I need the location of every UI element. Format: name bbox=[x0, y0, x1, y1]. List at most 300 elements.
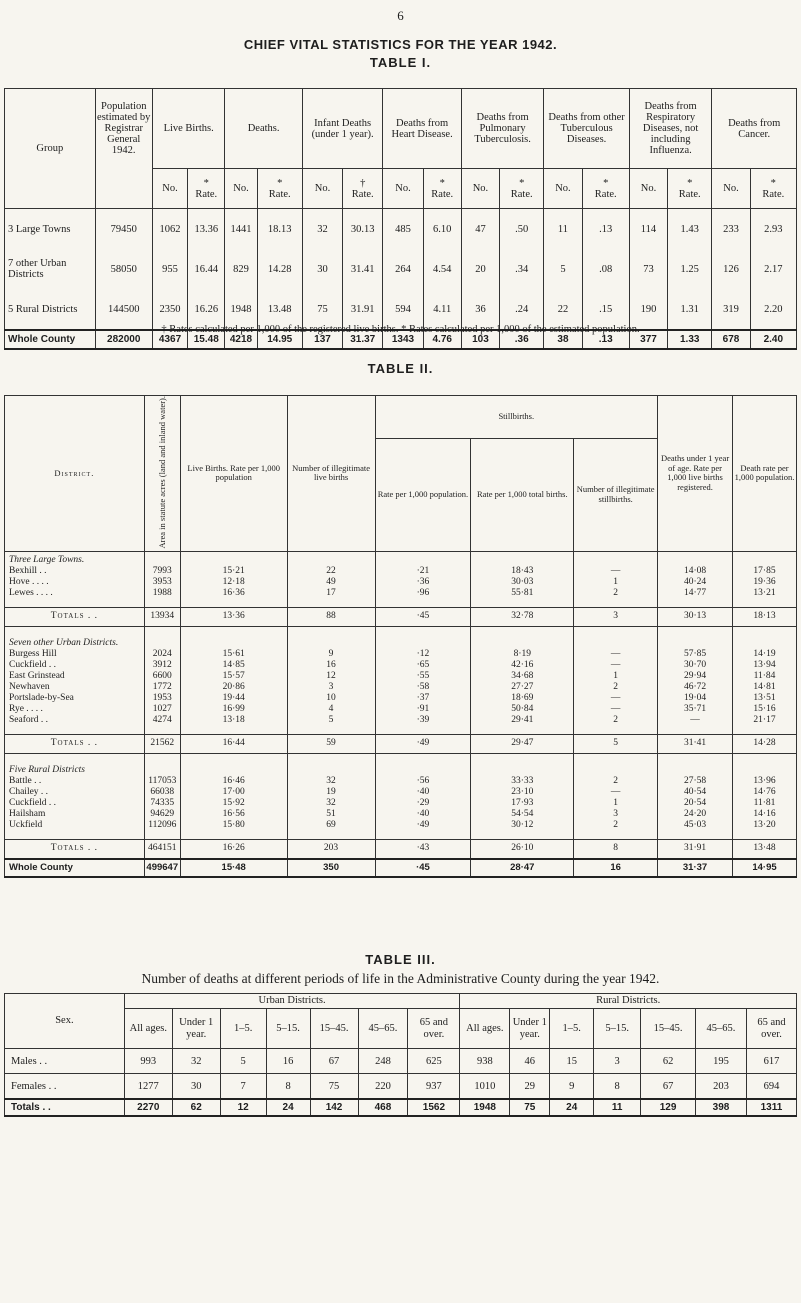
cell: 14.95 bbox=[257, 330, 302, 349]
col-area: Area in statute acres (land and inland water). bbox=[144, 396, 180, 552]
empty-cell bbox=[144, 551, 180, 566]
empty-cell bbox=[180, 635, 287, 649]
spacer-cell bbox=[375, 599, 471, 608]
cell: 12·18 bbox=[180, 577, 287, 588]
col-sb-rate-births: Rate per 1,000 total births. bbox=[471, 438, 574, 551]
table-row bbox=[5, 715, 797, 726]
col-sex: Sex. bbox=[5, 994, 125, 1049]
cell: 13·20 bbox=[733, 820, 797, 831]
table1-title: TABLE I. bbox=[369, 55, 432, 70]
col-live-births: Live Births. bbox=[152, 89, 224, 169]
cell: 3 bbox=[594, 1049, 641, 1074]
spacer-cell bbox=[733, 753, 797, 762]
cell: 32 bbox=[302, 209, 342, 250]
col-sb-illegit: Number of illegitimate stillbirths. bbox=[574, 438, 658, 551]
cell: — bbox=[574, 704, 658, 715]
empty-cell bbox=[180, 551, 287, 566]
cell: 35·71 bbox=[658, 704, 733, 715]
empty-cell bbox=[144, 762, 180, 776]
cell: 17 bbox=[287, 588, 375, 599]
cell: 129 bbox=[641, 1099, 696, 1116]
cell: 678 bbox=[712, 330, 750, 349]
table-row bbox=[5, 809, 797, 820]
cell: 14·77 bbox=[658, 588, 733, 599]
cell: ·29 bbox=[375, 798, 471, 809]
cell: 62 bbox=[172, 1099, 220, 1116]
section-row bbox=[5, 635, 797, 649]
cell: 14.28 bbox=[257, 249, 302, 289]
table-row bbox=[5, 704, 797, 715]
cell: 2 bbox=[574, 715, 658, 726]
cell: 2.93 bbox=[750, 209, 796, 250]
table-row bbox=[5, 588, 797, 599]
district-name: Bexhill . . bbox=[5, 566, 145, 577]
cell: 15·92 bbox=[180, 798, 287, 809]
cell: 16·56 bbox=[180, 809, 287, 820]
cell: 2 bbox=[574, 776, 658, 787]
cell: 1062 bbox=[152, 209, 187, 250]
cell: 31·91 bbox=[658, 839, 733, 859]
spacer-cell bbox=[733, 831, 797, 840]
cell: 594 bbox=[383, 289, 423, 330]
col-age-group: Under 1 year. bbox=[172, 1009, 220, 1049]
col-urban: Urban Districts. bbox=[124, 994, 460, 1009]
spacer-cell bbox=[5, 726, 145, 735]
col-other-tb: Deaths from other Tuberculous Diseases. bbox=[544, 89, 630, 169]
cell: 15·48 bbox=[180, 859, 287, 877]
cell: 2.17 bbox=[750, 249, 796, 289]
col-age-group: 15–45. bbox=[641, 1009, 696, 1049]
cell: 3 bbox=[574, 809, 658, 820]
rate-label: Rate. bbox=[268, 188, 291, 200]
empty-cell bbox=[375, 635, 471, 649]
cell: 18·43 bbox=[471, 566, 574, 577]
col-death-rate: Death rate per 1,000 population. bbox=[733, 396, 797, 552]
cell: 50·84 bbox=[471, 704, 574, 715]
cell: 75 bbox=[302, 289, 342, 330]
cell: 30.13 bbox=[343, 209, 383, 250]
cell: 14·08 bbox=[658, 566, 733, 577]
cell: 88 bbox=[287, 607, 375, 626]
cell: 1277 bbox=[124, 1074, 172, 1100]
empty-cell bbox=[287, 551, 375, 566]
cell: 32·78 bbox=[471, 607, 574, 626]
empty-cell bbox=[658, 762, 733, 776]
table3 bbox=[4, 993, 797, 1117]
cell: 694 bbox=[746, 1074, 796, 1100]
rate-label: Rate. bbox=[762, 188, 785, 200]
col-rate bbox=[668, 169, 712, 209]
cell: ·43 bbox=[375, 839, 471, 859]
cell: 31·37 bbox=[658, 859, 733, 877]
col-no: No. bbox=[544, 169, 582, 209]
cell: 30 bbox=[302, 249, 342, 289]
empty-cell bbox=[574, 551, 658, 566]
cell: 1 bbox=[574, 577, 658, 588]
spacer-cell bbox=[287, 831, 375, 840]
table-row bbox=[5, 776, 797, 787]
table1 bbox=[4, 88, 797, 350]
row-group: 3 Large Towns bbox=[5, 209, 96, 250]
cell: 4.11 bbox=[423, 289, 461, 330]
cell: 57·85 bbox=[658, 649, 733, 660]
col-age-group: 65 and over. bbox=[746, 1009, 796, 1049]
cell: 15.48 bbox=[188, 330, 225, 349]
empty-cell bbox=[471, 551, 574, 566]
cell: 15·80 bbox=[180, 820, 287, 831]
star-mark: * bbox=[770, 177, 776, 189]
cell: 26·10 bbox=[471, 839, 574, 859]
spacer-row bbox=[5, 626, 797, 635]
spacer-cell bbox=[5, 753, 145, 762]
cell: 8 bbox=[594, 1074, 641, 1100]
table-row bbox=[5, 787, 797, 798]
col-t2-live-births: Live Births. Rate per 1,000 population bbox=[180, 396, 287, 552]
cell: 47 bbox=[461, 209, 499, 250]
cell: — bbox=[658, 715, 733, 726]
cell: .24 bbox=[500, 289, 544, 330]
cell: 11 bbox=[544, 209, 582, 250]
spacer-cell bbox=[471, 753, 574, 762]
cell: 20·86 bbox=[180, 682, 287, 693]
cell: ·91 bbox=[375, 704, 471, 715]
cell: 398 bbox=[696, 1099, 747, 1116]
cell: ·39 bbox=[375, 715, 471, 726]
cell: 377 bbox=[629, 330, 667, 349]
cell: 31·41 bbox=[658, 734, 733, 753]
col-age-group: Under 1 year. bbox=[510, 1009, 550, 1049]
table3-title: TABLE III. bbox=[365, 952, 436, 967]
cell: 38 bbox=[544, 330, 582, 349]
district-name: Newhaven bbox=[5, 682, 145, 693]
cell: 13.48 bbox=[257, 289, 302, 330]
cell: 103 bbox=[461, 330, 499, 349]
cell: ·37 bbox=[375, 693, 471, 704]
district-name: Chailey . . bbox=[5, 787, 145, 798]
cell: 1311 bbox=[746, 1099, 796, 1116]
cell: 11·84 bbox=[733, 671, 797, 682]
cell: ·55 bbox=[375, 671, 471, 682]
district-name: East Grinstead bbox=[5, 671, 145, 682]
cell: 58050 bbox=[95, 249, 152, 289]
cell: 5 bbox=[574, 734, 658, 753]
cell: 203 bbox=[696, 1074, 747, 1100]
spacer-cell bbox=[733, 599, 797, 608]
col-rate bbox=[188, 169, 225, 209]
whole-county-row bbox=[5, 859, 797, 877]
spacer-cell bbox=[144, 831, 180, 840]
cell: 4.54 bbox=[423, 249, 461, 289]
cell: 15·57 bbox=[180, 671, 287, 682]
cell: 15·16 bbox=[733, 704, 797, 715]
cell: 13·36 bbox=[180, 607, 287, 626]
spacer-cell bbox=[287, 626, 375, 635]
cell: 1.25 bbox=[668, 249, 712, 289]
rate-label: Rate. bbox=[195, 188, 218, 200]
cell: 3912 bbox=[144, 660, 180, 671]
table-row bbox=[5, 660, 797, 671]
cell: — bbox=[574, 787, 658, 798]
sex-label: Males . . bbox=[5, 1049, 125, 1074]
cell: 220 bbox=[358, 1074, 408, 1100]
cell: 20·54 bbox=[658, 798, 733, 809]
cell: 9 bbox=[550, 1074, 594, 1100]
cell: 30 bbox=[172, 1074, 220, 1100]
col-infant-rate: Deaths under 1 year of age. Rate per 1,000 live births registered. bbox=[658, 396, 733, 552]
cell: 55·81 bbox=[471, 588, 574, 599]
cell: ·21 bbox=[375, 566, 471, 577]
spacer-cell bbox=[375, 626, 471, 635]
cell: 13·94 bbox=[733, 660, 797, 671]
empty-cell bbox=[733, 551, 797, 566]
cell: ·96 bbox=[375, 588, 471, 599]
totals-label: Totals . . bbox=[5, 839, 145, 859]
cell: 75 bbox=[310, 1074, 358, 1100]
cell: 13·96 bbox=[733, 776, 797, 787]
spacer-cell bbox=[733, 626, 797, 635]
cell: 75 bbox=[510, 1099, 550, 1116]
page-number: 6 bbox=[397, 8, 404, 23]
col-rate bbox=[500, 169, 544, 209]
cell: 3 bbox=[287, 682, 375, 693]
cell: 13934 bbox=[144, 607, 180, 626]
cell: 137 bbox=[302, 330, 342, 349]
table-row bbox=[5, 671, 797, 682]
cell: 2270 bbox=[124, 1099, 172, 1116]
spacer-row bbox=[5, 726, 797, 735]
cell: 617 bbox=[746, 1049, 796, 1074]
cell: 28·47 bbox=[471, 859, 574, 877]
cell: 62 bbox=[641, 1049, 696, 1074]
spacer-cell bbox=[471, 599, 574, 608]
cell: 7993 bbox=[144, 566, 180, 577]
spacer-cell bbox=[144, 599, 180, 608]
cell: 319 bbox=[712, 289, 750, 330]
cell: 6.10 bbox=[423, 209, 461, 250]
totals-label: Totals . . bbox=[5, 607, 145, 626]
cell: 19·04 bbox=[658, 693, 733, 704]
cell: 117053 bbox=[144, 776, 180, 787]
district-name: Burgess Hill bbox=[5, 649, 145, 660]
col-sb-rate-pop: Rate per 1,000 population. bbox=[375, 438, 471, 551]
cell: 203 bbox=[287, 839, 375, 859]
cell: 1988 bbox=[144, 588, 180, 599]
col-heart: Deaths from Heart Disease. bbox=[383, 89, 461, 169]
table-row bbox=[5, 798, 797, 809]
cell: 4218 bbox=[225, 330, 257, 349]
cell: — bbox=[574, 566, 658, 577]
cell: .13 bbox=[582, 209, 629, 250]
cell: 1343 bbox=[383, 330, 423, 349]
cell: 1948 bbox=[225, 289, 257, 330]
district-name: Portslade-by-Sea bbox=[5, 693, 145, 704]
cell: 14·76 bbox=[733, 787, 797, 798]
spacer-cell bbox=[180, 626, 287, 635]
cell: 264 bbox=[383, 249, 423, 289]
cell: 2 bbox=[574, 820, 658, 831]
cell: 40·54 bbox=[658, 787, 733, 798]
cell: 31.91 bbox=[343, 289, 383, 330]
cell: 1.33 bbox=[668, 330, 712, 349]
cell: 4367 bbox=[152, 330, 187, 349]
empty-cell bbox=[733, 762, 797, 776]
table-row bbox=[5, 249, 797, 289]
cell: 30·12 bbox=[471, 820, 574, 831]
cell: 16·36 bbox=[180, 588, 287, 599]
cell: 1953 bbox=[144, 693, 180, 704]
district-name: Seaford . . bbox=[5, 715, 145, 726]
cell: 499647 bbox=[144, 859, 180, 877]
cell: 23·10 bbox=[471, 787, 574, 798]
col-rate bbox=[582, 169, 629, 209]
cell: 30·13 bbox=[658, 607, 733, 626]
district-name: Uckfield bbox=[5, 820, 145, 831]
cell: 1562 bbox=[408, 1099, 460, 1116]
rate-label: Rate. bbox=[678, 188, 701, 200]
page-heading: CHIEF VITAL STATISTICS FOR THE YEAR 1942. bbox=[243, 37, 558, 52]
cell: 79450 bbox=[95, 209, 152, 250]
spacer-cell bbox=[180, 726, 287, 735]
col-age-group: 45–65. bbox=[358, 1009, 408, 1049]
rate-label: Rate. bbox=[351, 188, 374, 200]
spacer-cell bbox=[471, 626, 574, 635]
col-rate bbox=[423, 169, 461, 209]
cell: 66038 bbox=[144, 787, 180, 798]
district-name: Cuckfield . . bbox=[5, 660, 145, 671]
col-no: No. bbox=[629, 169, 667, 209]
spacer-cell bbox=[180, 599, 287, 608]
empty-cell bbox=[144, 635, 180, 649]
star-mark: * bbox=[439, 177, 445, 189]
cell: 14·28 bbox=[733, 734, 797, 753]
cell: 248 bbox=[358, 1049, 408, 1074]
cell: 18.13 bbox=[257, 209, 302, 250]
cell: ·36 bbox=[375, 577, 471, 588]
cell: 195 bbox=[696, 1049, 747, 1074]
cell: 16·46 bbox=[180, 776, 287, 787]
cell: 2 bbox=[574, 682, 658, 693]
col-deaths: Deaths. bbox=[225, 89, 302, 169]
star-mark: * bbox=[603, 177, 609, 189]
empty-cell bbox=[733, 635, 797, 649]
cell: 24·20 bbox=[658, 809, 733, 820]
cell: 485 bbox=[383, 209, 423, 250]
col-age-group: 1–5. bbox=[550, 1009, 594, 1049]
col-no: No. bbox=[383, 169, 423, 209]
spacer-cell bbox=[144, 626, 180, 635]
cell: 54·54 bbox=[471, 809, 574, 820]
cell: 829 bbox=[225, 249, 257, 289]
empty-cell bbox=[375, 551, 471, 566]
spacer-cell bbox=[574, 626, 658, 635]
cell: 27·27 bbox=[471, 682, 574, 693]
cell: 5 bbox=[220, 1049, 266, 1074]
cell: 5 bbox=[287, 715, 375, 726]
dagger-mark: † bbox=[360, 177, 366, 189]
cell: 1772 bbox=[144, 682, 180, 693]
col-age-group: All ages. bbox=[124, 1009, 172, 1049]
cell: 11 bbox=[594, 1099, 641, 1116]
cell: 16·99 bbox=[180, 704, 287, 715]
cell: 17·93 bbox=[471, 798, 574, 809]
cell: ·40 bbox=[375, 809, 471, 820]
cell: 14·95 bbox=[733, 859, 797, 877]
cell: 112096 bbox=[144, 820, 180, 831]
star-mark: * bbox=[203, 177, 209, 189]
cell: 14·85 bbox=[180, 660, 287, 671]
cell: 22 bbox=[544, 289, 582, 330]
cell: ·45 bbox=[375, 607, 471, 626]
cell: — bbox=[574, 693, 658, 704]
table-row bbox=[5, 682, 797, 693]
cell: 30·03 bbox=[471, 577, 574, 588]
empty-cell bbox=[471, 635, 574, 649]
spacer-cell bbox=[287, 599, 375, 608]
spacer-cell bbox=[5, 626, 145, 635]
cell: 12 bbox=[220, 1099, 266, 1116]
col-rate bbox=[343, 169, 383, 209]
cell: 8·19 bbox=[471, 649, 574, 660]
cell: 18·13 bbox=[733, 607, 797, 626]
col-age-group: 5–15. bbox=[594, 1009, 641, 1049]
col-age-group: 1–5. bbox=[220, 1009, 266, 1049]
empty-cell bbox=[180, 762, 287, 776]
spacer-cell bbox=[658, 726, 733, 735]
cell: 74335 bbox=[144, 798, 180, 809]
cell: .15 bbox=[582, 289, 629, 330]
cell: 22 bbox=[287, 566, 375, 577]
cell: 67 bbox=[641, 1074, 696, 1100]
col-population: Population estimated by Registrar General 1942. bbox=[95, 89, 152, 169]
cell: 12 bbox=[287, 671, 375, 682]
cell: ·49 bbox=[375, 820, 471, 831]
cell: 19·36 bbox=[733, 577, 797, 588]
cell: 17·00 bbox=[180, 787, 287, 798]
section-row bbox=[5, 762, 797, 776]
cell: 36 bbox=[461, 289, 499, 330]
row-group: Whole County bbox=[5, 330, 96, 349]
cell: 29·47 bbox=[471, 734, 574, 753]
col-district: District. bbox=[5, 396, 145, 552]
table-row bbox=[5, 820, 797, 831]
section-name: Seven other Urban Districts. bbox=[5, 635, 145, 649]
district-name: Hailsham bbox=[5, 809, 145, 820]
cell: 11·81 bbox=[733, 798, 797, 809]
spacer-cell bbox=[658, 753, 733, 762]
cell: 19·44 bbox=[180, 693, 287, 704]
cell: .50 bbox=[500, 209, 544, 250]
spacer-cell bbox=[574, 726, 658, 735]
district-name: Battle . . bbox=[5, 776, 145, 787]
cell: 4274 bbox=[144, 715, 180, 726]
row-group: 5 Rural Districts bbox=[5, 289, 96, 330]
cell: .13 bbox=[582, 330, 629, 349]
table2-title: TABLE II. bbox=[367, 361, 434, 376]
cell: 625 bbox=[408, 1049, 460, 1074]
cell: 16·26 bbox=[180, 839, 287, 859]
table-row bbox=[5, 209, 797, 250]
spacer-row bbox=[5, 753, 797, 762]
cell: ·49 bbox=[375, 734, 471, 753]
cell: 13·18 bbox=[180, 715, 287, 726]
cell: 9 bbox=[287, 649, 375, 660]
cell: 24 bbox=[550, 1099, 594, 1116]
spacer-cell bbox=[375, 831, 471, 840]
cell: 32 bbox=[287, 798, 375, 809]
cell: ·45 bbox=[375, 859, 471, 877]
col-no: No. bbox=[461, 169, 499, 209]
cell: 31.37 bbox=[343, 330, 383, 349]
